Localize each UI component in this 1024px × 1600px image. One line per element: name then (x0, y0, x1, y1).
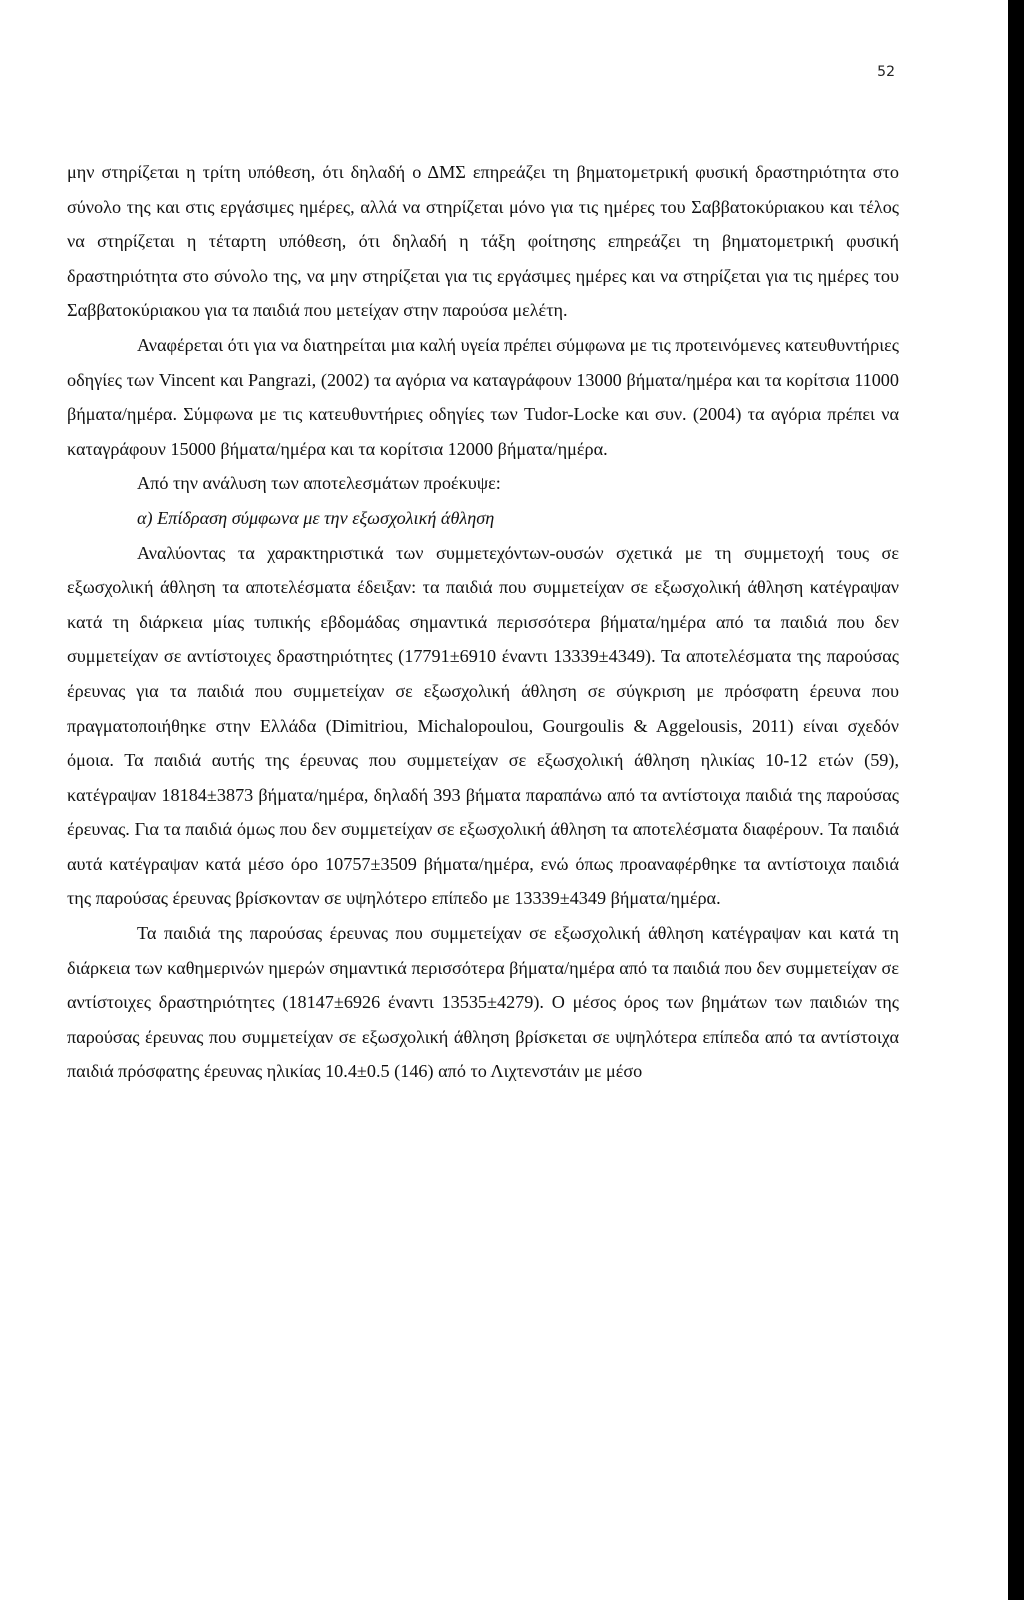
section-subheading: α) Επίδραση σύμφωνα με την εξωσχολική άθληση (137, 507, 495, 528)
paragraph-analysis: Αναλύοντας τα χαρακτηριστικά των συμμετεχόντων-ουσών σχετικά με τη συμμετοχή τους σε εξωσχολική άθληση τα αποτελέσματα έδειξαν: τα παιδιά που συμμετείχαν σε εξωσχολική άθληση κατέγραψαν κατά τη διάρκεια μίας τυπικής εβδομάδας σημαντικά περισσότερα βήματα/ημέρα από τα παιδιά που δεν συμμετείχαν σε αντίστοιχες δραστηριότητες (17791±6910 έναντι 13339±4349). Τα αποτελέσματα της παρούσας έρευνας για τα παιδιά που συμμετείχαν σε εξωσχολική άθληση σε σύγκριση με πρόσφατη έρευνα που πραγματοποιήθηκε στην Ελλάδα (Dimitriou, Michalopoulou, Gourgoulis & Aggelousis, 2011) είναι σχεδόν όμοια. Τα παιδιά αυτής της έρευνας που συμμετείχαν σε εξωσχολική άθληση ηλικίας 10-12 ετών (59), κατέγραψαν 18184±3873 βήματα/ημέρα, δηλαδή 393 βήματα παραπάνω από τα αντίστοιχα παιδιά της παρούσας έρευνας. Για τα παιδιά όμως που δεν συμμετείχαν σε εξωσχολική άθληση τα αποτελέσματα διαφέρουν. Τα παιδιά αυτά κατέγραψαν κατά μέσο όρο 10757±3509 βήματα/ημέρα, ενώ όπως προαναφέρθηκε τα αντίστοιχα παιδιά της παρούσας έρευνας βρίσκονταν σε υψηλότερο επίπεδο με 13339±4349 βήματα/ημέρα. (67, 542, 899, 909)
body-text (67, 155, 899, 1089)
page-number: 52 (877, 64, 895, 80)
paragraph-results-intro: Από την ανάλυση των αποτελεσμάτων προέκυψε: (137, 473, 501, 494)
paragraph-guidelines: Αναφέρεται ότι για να διατηρείται μια καλή υγεία πρέπει σύμφωνα με τις προτεινόμενες κατευθυντήριες οδηγίες των Vincent και Pangrazi, (2002) τα αγόρια να καταγράφουν 13000 βήματα/ημέρα και τα κορίτσια 11000 βήματα/ημέρα. Σύμφωνα με τις κατευθυντήριες οδηγίες των Tudor-Locke και συν. (2004) τα αγόρια πρέπει να καταγράφουν 15000 βήματα/ημέρα και τα κορίτσια 12000 βήματα/ημέρα. (67, 334, 899, 459)
paragraph-weekdays: Τα παιδιά της παρούσας έρευνας που συμμετείχαν σε εξωσχολική άθληση κατέγραψαν και κατά τη διάρκεια των καθημερινών ημερών σημαντικά περισσότερα βήματα/ημέρα από τα παιδιά που δεν συμμετείχαν σε αντίστοιχες δραστηριότητες (18147±6926 έναντι 13535±4279). Ο μέσος όρος των βημάτων των παιδιών της παρούσας έρευνας που συμμετείχαν σε εξωσχολική άθληση βρίσκεται σε υψηλότερα επίπεδα από τα αντίστοιχα παιδιά πρόσφατης έρευνας ηλικίας 10.4±0.5 (146) από το Λιχτενστάιν με μέσο (67, 923, 899, 1082)
paragraph-continuation: μην στηρίζεται η τρίτη υπόθεση, ότι δηλαδή ο ΔΜΣ επηρεάζει τη βηματομετρική φυσική δραστηριότητα στο σύνολο της και στις εργάσιμες ημέρες, αλλά να στηρίζεται μόνο για τις ημέρες του Σαββατοκύριακου και τέλος να στηρίζεται η τέταρτη υπόθεση, ότι δηλαδή η τάξη φοίτησης επηρεάζει τη βηματομετρική φυσική δραστηριότητα στο σύνολο της, να μην στηρίζεται για τις εργάσιμες ημέρες και να στηρίζεται για τις ημέρες του Σαββατοκύριακου για τα παιδιά που μετείχαν στην παρούσα μελέτη. (67, 162, 899, 321)
